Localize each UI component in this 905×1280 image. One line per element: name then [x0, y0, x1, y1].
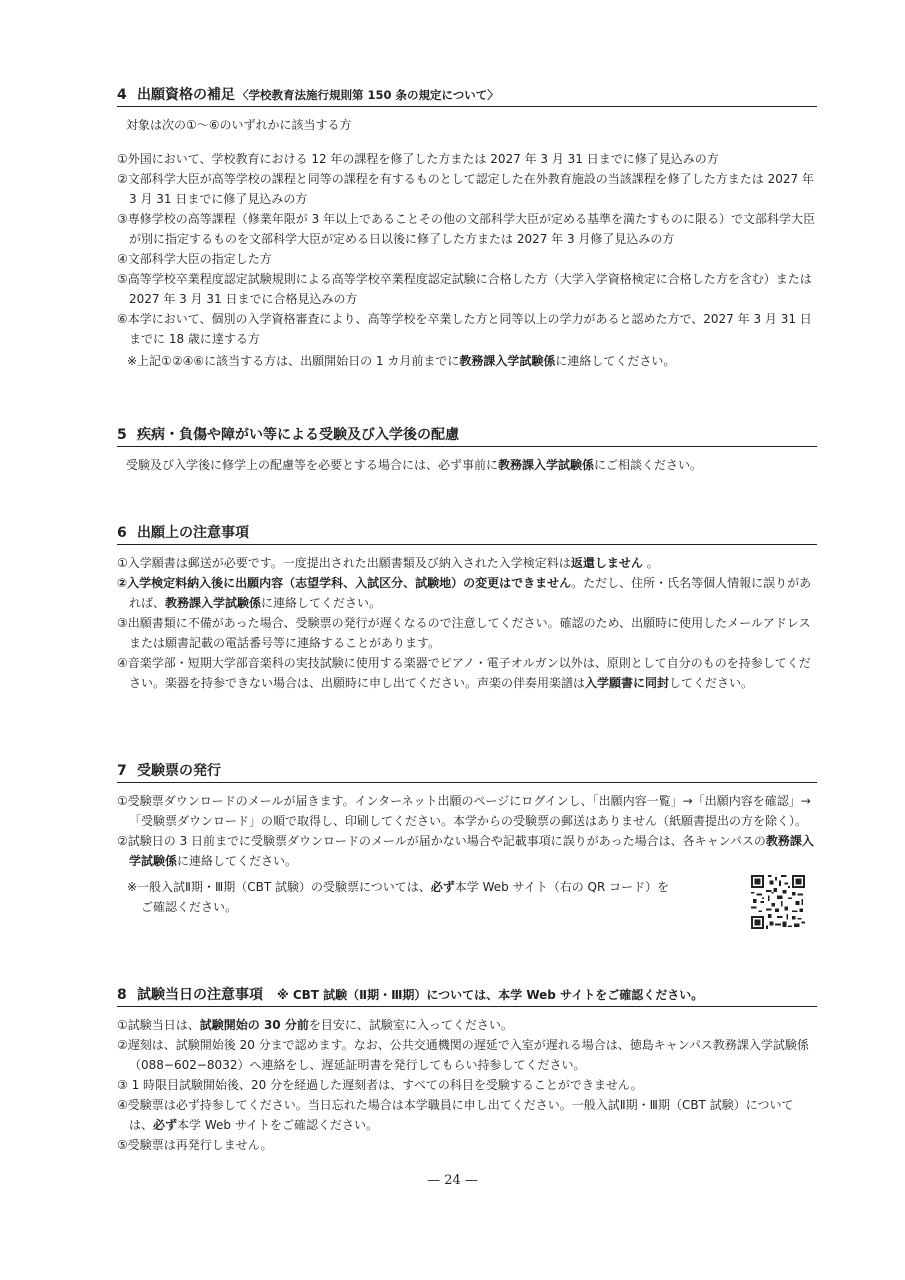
- item-text: ④受験票は必ず持参してください。当日忘れた場合は本学職員に申し出てください。一般入試Ⅱ期・Ⅲ期（CBT 試験）については、: [117, 1098, 794, 1132]
- list-item: ③ 1 時限目試験開始後、20 分を経過した遅刻者は、すべての科目を受験することができません。: [117, 1078, 643, 1092]
- section-number: 6: [117, 525, 127, 541]
- list-item: ②遅刻は、試験開始後 20 分まで認めます。なお、公共交通機関の遅延で入室が遅れる場合は、徳島キャンパス教務課入学試験係（088−602−8032）へ連絡をし、遅延証明書を発行してもらい持参してください。: [117, 1038, 809, 1072]
- section-subtitle: 〈学校教育法施行規則第 150 条の規定について〉: [237, 88, 499, 102]
- section-heading: [117, 86, 817, 107]
- item-list: [117, 791, 817, 871]
- section-number: 8: [117, 987, 127, 1003]
- list-item: [117, 1095, 817, 1135]
- list-item: ③出願書類に不備があった場合、受験票の発行が遅くなるので注意してください。確認のため、出願時に使用したメールアドレスまたは願書記載の電話番号等に連絡することがあります。: [117, 616, 811, 650]
- list-item: ④文部科学大臣の指定した方: [117, 252, 272, 266]
- item-emphasis: 入学願書に同封: [585, 676, 670, 690]
- note-line: ご確認ください。: [141, 900, 238, 914]
- note-text: ※一般入試Ⅱ期・Ⅲ期（CBT 試験）の受験票については、: [127, 880, 431, 894]
- item-text: 。: [642, 556, 659, 570]
- section-title: 疾病・負傷や障がい等による受験及び入学後の配慮: [137, 427, 459, 443]
- item-text: を目安に、試験室に入ってください。: [308, 1018, 513, 1032]
- list-item: ②文部科学大臣が高等学校の課程と同等の課程を有するものとして認定した在外教育施設の当該課程を修了した方または 2027 年 3 月 31 日までに修了見込みの方: [117, 172, 814, 206]
- item-list: [117, 553, 817, 693]
- item-list: [117, 149, 817, 349]
- item-text: 。ただし、住所・氏名等個人情報に誤りがあれば、: [129, 576, 812, 610]
- section-heading: [117, 426, 817, 447]
- section-5: [117, 426, 817, 475]
- body-text-part: にご相談ください。: [594, 458, 703, 472]
- section-title: 試験当日の注意事項: [137, 987, 263, 1003]
- section-title: 受験票の発行: [137, 763, 221, 779]
- section-number: 4: [117, 87, 127, 103]
- body-text: [117, 455, 817, 475]
- section-8: [117, 986, 817, 1155]
- section-4: [117, 86, 817, 371]
- section-number: 7: [117, 763, 127, 779]
- note-emphasis: 教務課入学試験係: [459, 354, 556, 368]
- body-emphasis: 教務課入学試験係: [498, 458, 595, 472]
- item-emphasis: 教務課入学試験係: [165, 596, 262, 610]
- list-item: [117, 831, 817, 871]
- note: [117, 877, 727, 917]
- list-item: ⑤高等学校卒業程度認定試験規則による高等学校卒業程度認定試験に合格した方（大学入学資格検定に合格した方を含む）または 2027 年 3 月 31 日までに合格見込みの方: [117, 272, 812, 306]
- note: [117, 351, 817, 371]
- section-6: [117, 524, 817, 693]
- item-emphasis: 必ず: [153, 1118, 178, 1132]
- item-emphasis: 返還しません: [570, 556, 643, 570]
- page-number: — 24 —: [427, 1173, 478, 1188]
- item-text: ④音楽学部・短期大学部音楽科の実技試験に使用する楽器でピアノ・電子オルガン以外は、原則として自分のものを持参してください。楽器を持参できない場合は、出願時に申し出てください。声楽の伴奏用楽譜は: [117, 656, 811, 690]
- item-text: してください。: [669, 676, 754, 690]
- item-text: 本学 Web サイトをご確認ください。: [177, 1118, 378, 1132]
- item-text: に連絡してください。: [261, 596, 382, 610]
- item-list: [117, 1015, 817, 1155]
- item-text: ①試験当日は、: [117, 1018, 200, 1032]
- body-text-part: 受験及び入学後に修学上の配慮等を必要とする場合には、必ず事前に: [126, 458, 499, 472]
- list-item: ①受験票ダウンロードのメールが届きます。インターネット出願のページにログインし、「出願内容一覧」→「出願内容を確認」→「受験票ダウンロード」の順で取得し、印刷してください。本学からの受験票の郵送はありません（紙願書提出の方を除く）。: [117, 794, 811, 828]
- section-title: 出願上の注意事項: [137, 525, 249, 541]
- note-line: [127, 877, 727, 897]
- note-text: に連絡してください。: [555, 354, 676, 368]
- list-item: ⑤受験票は再発行しません。: [117, 1138, 273, 1152]
- qr-note: [117, 877, 817, 917]
- section-heading: [117, 524, 817, 545]
- item-text: ①入学願書は郵送が必要です。一度提出された出願書類及び納入された入学検定料は: [117, 556, 571, 570]
- list-item: [117, 573, 817, 613]
- list-item: ⑥本学において、個別の入学資格審査により、高等学校を卒業した方と同等以上の学力があると認めた方で、2027 年 3 月 31 日までに 18 歳に達する方: [117, 312, 812, 346]
- note-text: 本学 Web サイト（右の QR コード）を: [454, 880, 670, 894]
- intro-text: 対象は次の①〜⑥のいずれかに該当する方: [126, 118, 352, 132]
- list-item: [117, 653, 817, 693]
- item-text: に連絡してください。: [177, 854, 298, 868]
- section-subtitle: ※ CBT 試験（Ⅱ期・Ⅲ期）については、本学 Web サイトをご確認ください。: [277, 988, 704, 1002]
- list-item: [117, 553, 817, 573]
- note-emphasis: 必ず: [430, 880, 455, 894]
- list-item: ①外国において、学校教育における 12 年の課程を修了した方または 2027 年 3 月 31 日までに修了見込みの方: [117, 152, 719, 166]
- note-text: ※上記①②④⑥に該当する方は、出願開始日の 1 カ月前までに: [127, 354, 460, 368]
- section-heading: [117, 986, 817, 1007]
- section-number: 5: [117, 427, 127, 443]
- item-emphasis: 教務課入学試験係: [129, 834, 814, 868]
- section-7: [117, 762, 817, 917]
- section-title: 出願資格の補足: [137, 87, 235, 103]
- item-emphasis: ②入学検定料納入後に出願内容（志望学科、入試区分、試験地）の変更はできません: [117, 576, 572, 590]
- item-emphasis: 試験開始の 30 分前: [199, 1018, 309, 1032]
- section-heading: [117, 762, 817, 783]
- qr-code-image[interactable]: [751, 875, 805, 929]
- list-item: [117, 1015, 817, 1035]
- list-item: ③専修学校の高等課程（修業年限が 3 年以上であることその他の文部科学大臣が定める基準を満たすものに限る）で文部科学大臣が別に指定するものを文部科学大臣が定める日以後に修了した方または 2027 年 3 月修了見込みの方: [117, 212, 816, 246]
- item-text: ②試験日の 3 日前までに受験票ダウンロードのメールが届かない場合や記載事項に誤りがあった場合は、各キャンパスの: [117, 834, 766, 848]
